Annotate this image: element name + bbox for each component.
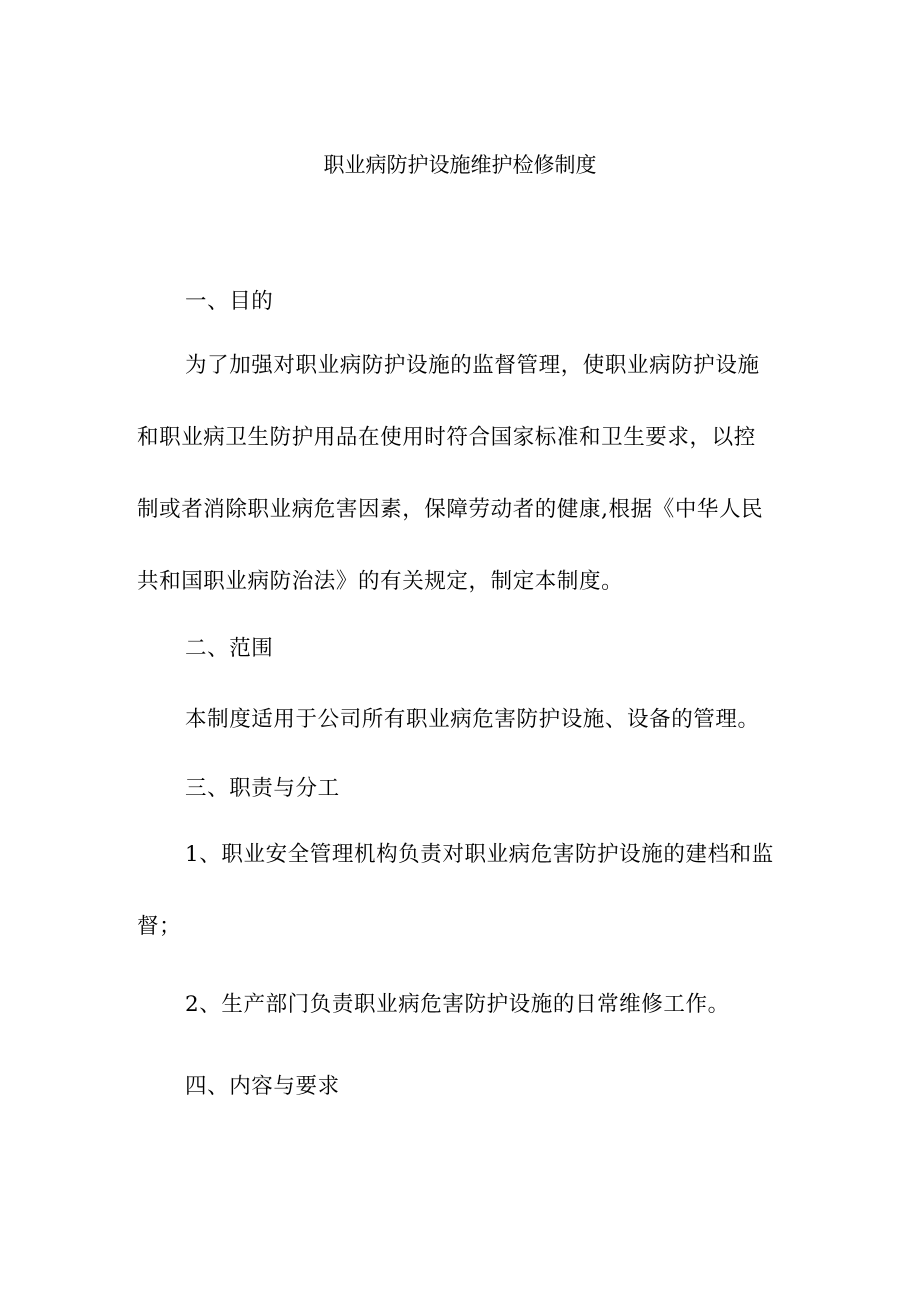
purpose-line-2: 和职业病卫生防护用品在使用时符合国家标准和卫生要求，以控 (137, 425, 756, 450)
purpose-paragraph (137, 351, 787, 639)
section-heading-scope: 二、范围 (185, 636, 274, 661)
responsibility-item-2: 2、生产部门负责职业病危害防护设施的日常维修工作。 (185, 992, 730, 1017)
document-title: 职业病防护设施维护检修制度 (323, 153, 597, 177)
responsibility-item-1 (137, 840, 787, 984)
purpose-line-1: 为了加强对职业病防护设施的监督管理，使职业病防护设施 (185, 353, 760, 378)
scope-paragraph: 本制度适用于公司所有职业病危害防护设施、设备的管理。 (185, 707, 760, 732)
section-heading-purpose: 一、目的 (185, 289, 274, 314)
purpose-line-3: 制或者消除职业病危害因素，保障劳动者的健康,根据《中华人民 (137, 497, 764, 522)
section-heading-content: 四、内容与要求 (185, 1074, 340, 1099)
purpose-line-4: 共和国职业病防治法》的有关规定，制定本制度。 (137, 569, 624, 594)
responsibility-item-1-line-2: 督； (137, 914, 182, 939)
section-heading-responsibilities: 三、职责与分工 (185, 776, 340, 801)
responsibility-item-1-line-1: 1、职业安全管理机构负责对职业病危害防护设施的建档和监 (185, 842, 774, 867)
